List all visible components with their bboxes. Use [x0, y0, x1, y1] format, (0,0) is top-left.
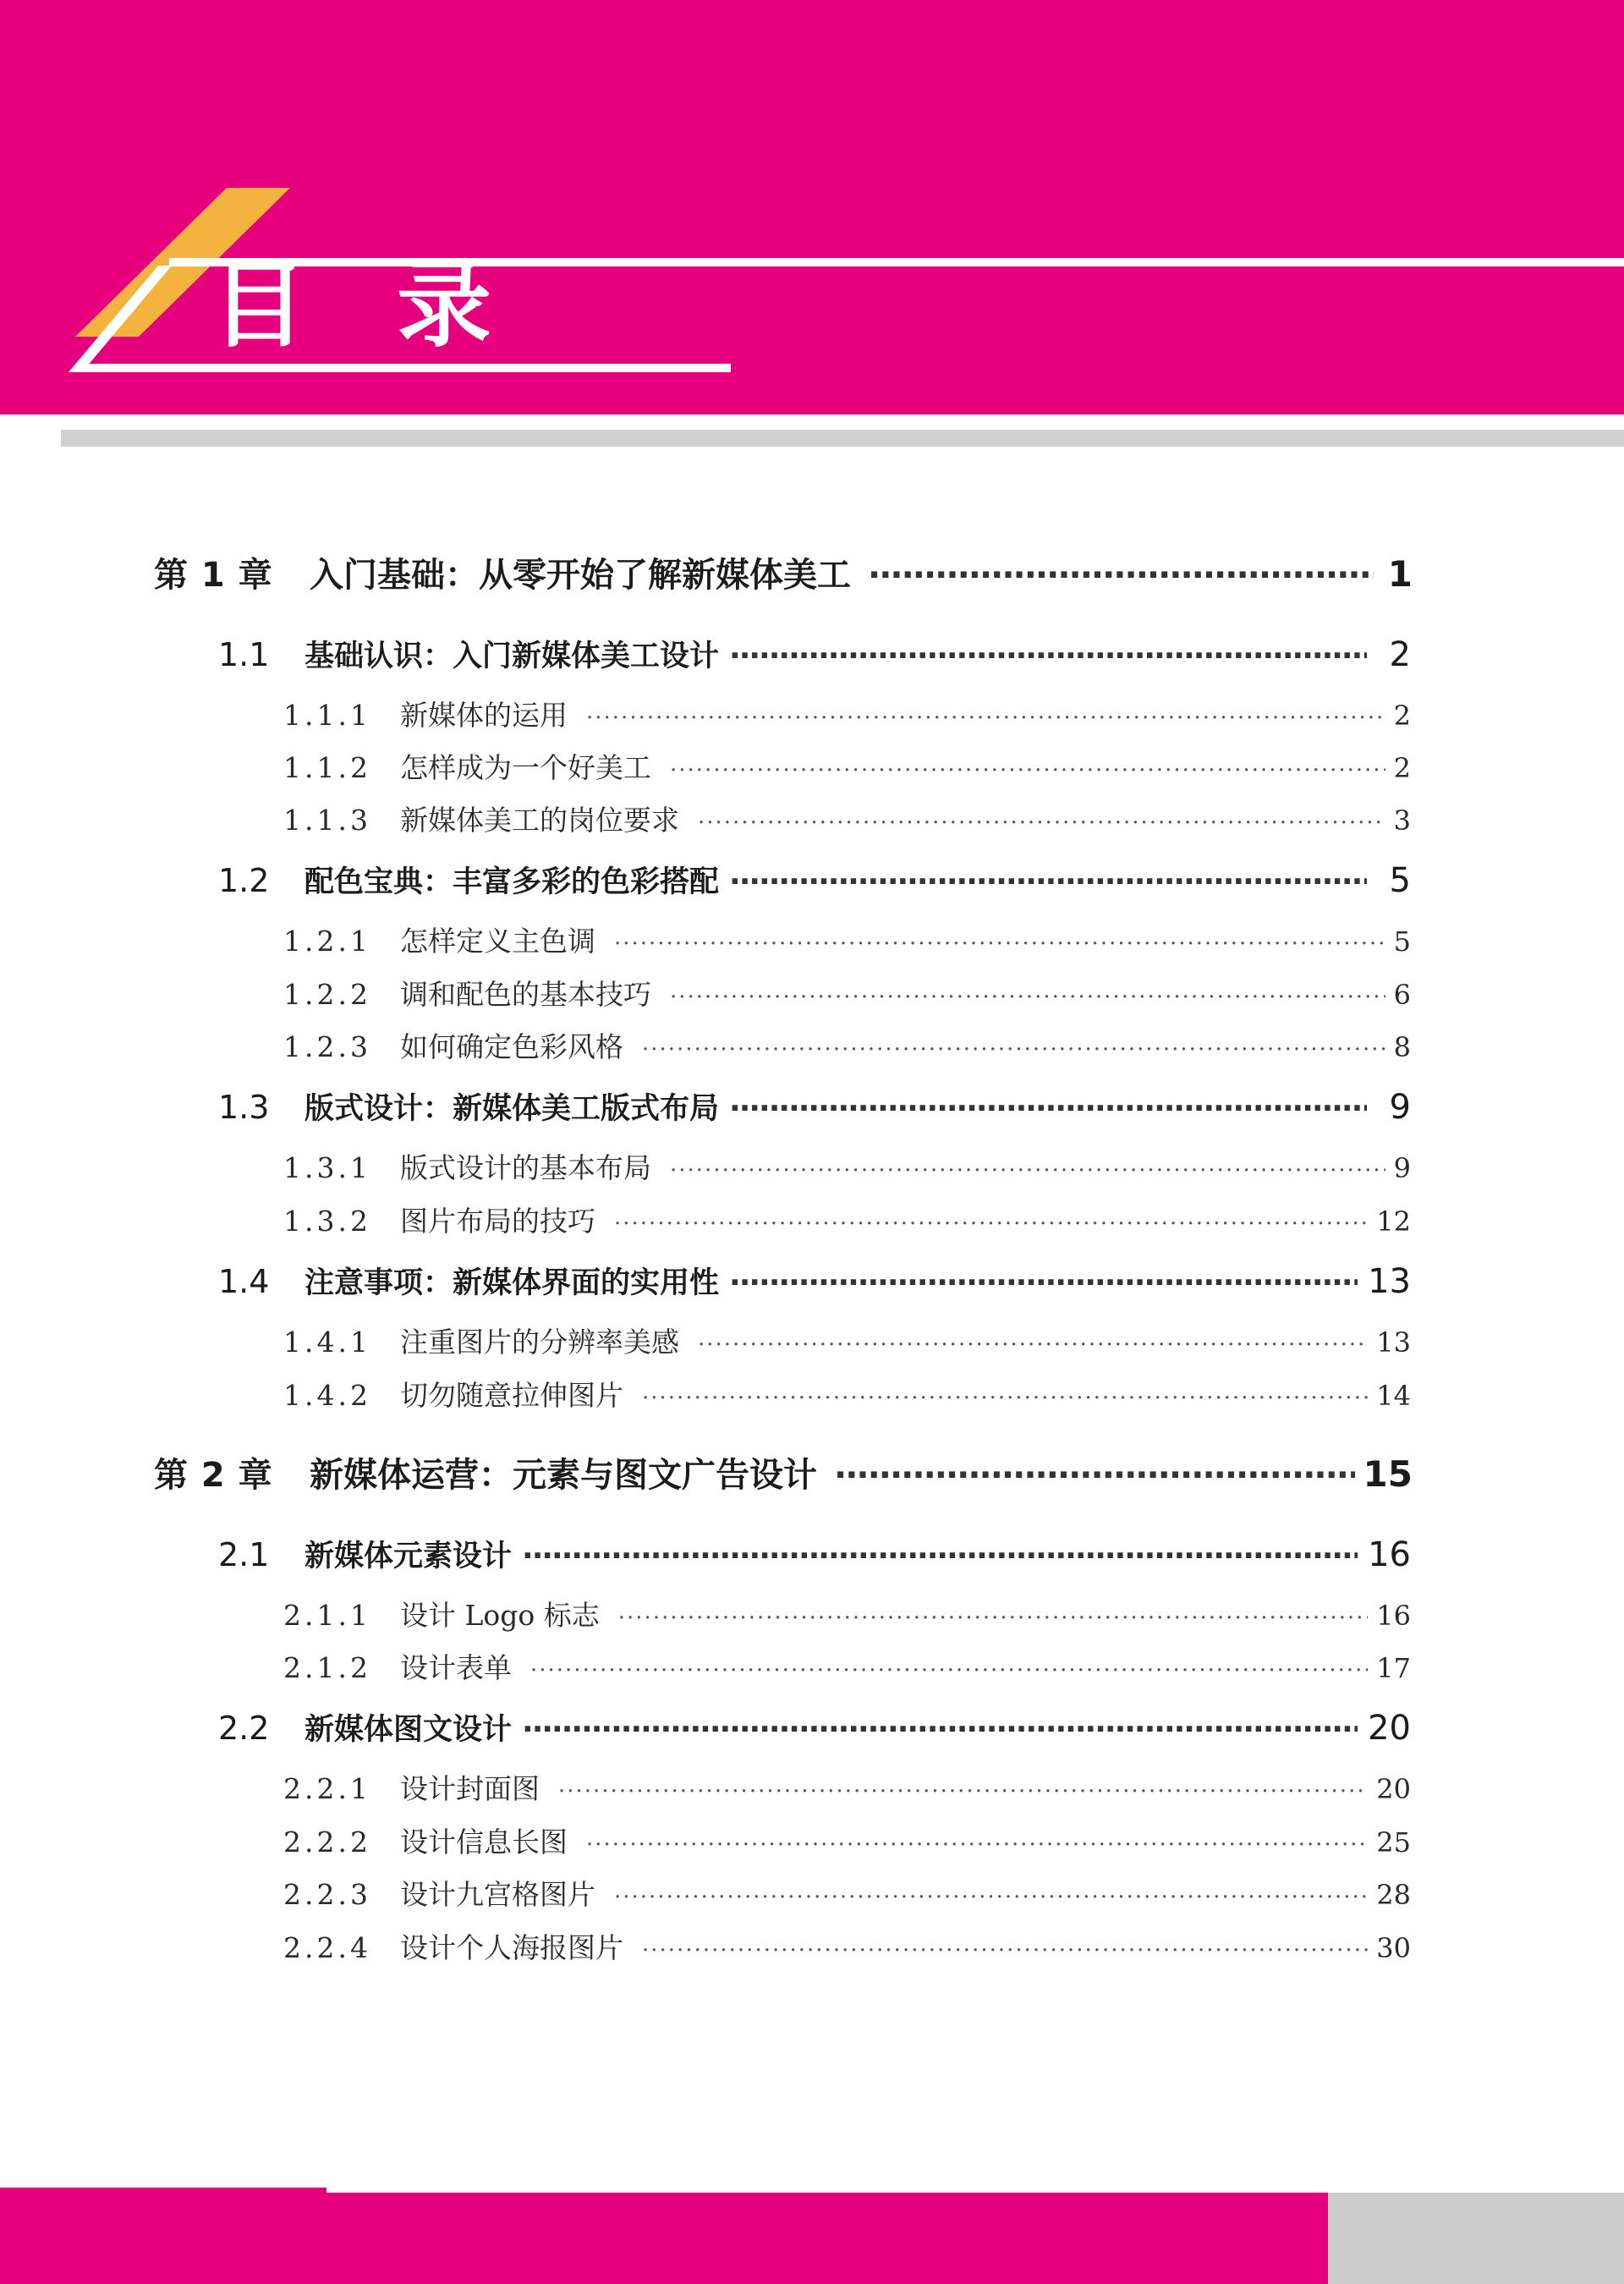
- toc-sub[interactable]: [283, 1767, 1411, 1809]
- toc-title: 设计个人海报图片: [400, 1931, 623, 1964]
- toc-section[interactable]: [218, 859, 1411, 904]
- toc-page-number: 9: [1389, 1088, 1411, 1127]
- toc-number: 2.2.3: [283, 1878, 371, 1911]
- toc-leader-dots: [698, 1332, 1368, 1358]
- toc-leader-dots: [614, 1211, 1368, 1237]
- toc-page-number: 30: [1376, 1932, 1411, 1964]
- toc-title: 入门基础：从零开始了解新媒体美工: [310, 556, 851, 595]
- toc-leader-dots: [729, 1266, 1358, 1300]
- toc-leader-dots: [558, 1779, 1368, 1804]
- toc-sub[interactable]: [283, 1025, 1411, 1068]
- toc-sub[interactable]: [283, 973, 1411, 1015]
- toc-number: 第 2 章: [154, 1456, 273, 1495]
- toc-number: 1.2: [218, 862, 270, 899]
- toc-leader-dots: [522, 1539, 1358, 1573]
- toc-section[interactable]: [218, 1085, 1411, 1131]
- toc-title: 新媒体的运用: [400, 699, 568, 732]
- toc-page-number: 12: [1376, 1205, 1411, 1238]
- toc-title: 新媒体美工的岗位要求: [400, 804, 679, 837]
- toc-sub[interactable]: [283, 746, 1411, 788]
- toc-title: 设计九宫格图片: [400, 1878, 595, 1911]
- toc-page-number: 13: [1376, 1326, 1411, 1359]
- toc-sub[interactable]: [283, 1820, 1411, 1863]
- toc-page-number: 25: [1376, 1826, 1411, 1858]
- toc-number: 1.3.1: [283, 1151, 371, 1184]
- footer-accent-bar: [0, 2193, 1328, 2284]
- toc-leader-dots: [868, 556, 1374, 595]
- toc-page-number: 5: [1389, 861, 1411, 900]
- toc-number: 2.2.4: [283, 1931, 371, 1964]
- toc-number: 1.1.2: [283, 751, 371, 784]
- toc-section[interactable]: [218, 1706, 1411, 1752]
- footer-gray-block: [1328, 2193, 1624, 2284]
- toc-page-number: 20: [1368, 1709, 1411, 1748]
- toc-page-number: 6: [1393, 979, 1411, 1011]
- toc-page-number: 20: [1376, 1773, 1411, 1805]
- toc-title: 配色宝典：丰富多彩的色彩搭配: [304, 865, 720, 899]
- toc-page-number: 2: [1393, 752, 1411, 784]
- toc-page-number: 5: [1393, 925, 1411, 958]
- toc-number: 1.4: [218, 1263, 270, 1300]
- toc-page-number: 16: [1368, 1535, 1411, 1574]
- toc-title: 设计信息长图: [400, 1826, 568, 1858]
- toc-page-number: 3: [1393, 804, 1411, 837]
- toc-page-number: 17: [1376, 1652, 1411, 1684]
- toc-title: 注意事项：新媒体界面的实用性: [304, 1266, 720, 1300]
- toc-title: 设计封面图: [400, 1772, 540, 1805]
- toc-number: 1.3: [218, 1089, 270, 1126]
- toc-title: 基础认识：入门新媒体美工设计: [304, 640, 720, 673]
- toc-leader-dots: [614, 931, 1385, 957]
- toc-leader-dots: [530, 1658, 1368, 1683]
- toc-number: 1.3.2: [283, 1205, 371, 1238]
- toc-sub[interactable]: [283, 1926, 1411, 1968]
- toc-title: 版式设计：新媒体美工版式布局: [304, 1092, 720, 1126]
- toc-leader-dots: [618, 1606, 1369, 1631]
- toc-section[interactable]: [218, 633, 1411, 678]
- toc-title: 调和配色的基本技巧: [400, 978, 651, 1011]
- toc-sub[interactable]: [283, 799, 1411, 841]
- toc-page-number: 8: [1393, 1031, 1411, 1063]
- toc-title: 图片布局的技巧: [400, 1205, 595, 1238]
- toc-page-number: 15: [1363, 1453, 1413, 1495]
- toc-title: 注重图片的分辨率美感: [400, 1326, 679, 1359]
- toc-sub[interactable]: [283, 694, 1411, 736]
- toc-leader-dots: [729, 865, 1367, 899]
- toc-sub[interactable]: [283, 1374, 1411, 1416]
- toc-title: 怎样定义主色调: [400, 925, 595, 958]
- toc-section[interactable]: [218, 1260, 1411, 1305]
- toc-leader-dots: [642, 1037, 1385, 1062]
- toc-number: 2.2: [218, 1710, 270, 1747]
- toc-sub[interactable]: [283, 920, 1411, 962]
- toc-chapter[interactable]: [154, 548, 1413, 599]
- toc-title: 新媒体运营：元素与图文广告设计: [310, 1456, 817, 1495]
- toc-leader-dots: [614, 1885, 1368, 1910]
- toc-leader-dots: [586, 706, 1385, 731]
- toc-number: 1.2.2: [283, 978, 371, 1011]
- toc-page-number: 9: [1393, 1152, 1411, 1184]
- toc-sub[interactable]: [283, 1146, 1411, 1189]
- toc-leader-dots: [642, 1386, 1368, 1411]
- toc-sub[interactable]: [283, 1873, 1411, 1915]
- toc-number: 1.1: [218, 636, 270, 673]
- toc-title: 设计表单: [400, 1651, 512, 1684]
- toc-page-number: 2: [1389, 635, 1411, 674]
- toc-number: 1.1.1: [283, 699, 371, 732]
- toc-title: 新媒体元素设计: [304, 1540, 513, 1573]
- toc-number: 1.4.2: [283, 1379, 371, 1412]
- toc-title: 新媒体图文设计: [304, 1713, 513, 1747]
- toc-chapter[interactable]: [154, 1448, 1413, 1499]
- toc-number: 2.1: [218, 1536, 270, 1573]
- toc-number: 1.1.3: [283, 804, 371, 837]
- toc-number: 2.1.1: [283, 1599, 371, 1632]
- toc-title: 如何确定色彩风格: [400, 1030, 623, 1063]
- toc-title: 怎样成为一个好美工: [400, 751, 651, 784]
- toc-title: 版式设计的基本布局: [400, 1151, 651, 1184]
- toc-leader-dots: [670, 985, 1385, 1010]
- toc-sub[interactable]: [283, 1594, 1411, 1636]
- toc-title: 设计 Logo 标志: [400, 1599, 600, 1632]
- toc-number: 1.2.3: [283, 1030, 371, 1063]
- toc-leader-dots: [642, 1938, 1368, 1963]
- toc-section[interactable]: [218, 1533, 1411, 1578]
- toc-page-number: 16: [1376, 1600, 1411, 1632]
- toc-leader-dots: [670, 1158, 1385, 1183]
- toc-leader-dots: [729, 639, 1367, 673]
- toc-leader-dots: [834, 1456, 1355, 1495]
- toc-page-number: 13: [1368, 1262, 1411, 1301]
- page-title: 目 录: [211, 250, 520, 360]
- toc-sub[interactable]: [283, 1646, 1411, 1688]
- toc-number: 第 1 章: [154, 556, 273, 595]
- toc-number: 1.2.1: [283, 925, 371, 958]
- toc-number: 2.2.1: [283, 1772, 371, 1805]
- toc-page-number: 28: [1376, 1879, 1411, 1911]
- toc-leader-dots: [522, 1712, 1358, 1747]
- toc-sub[interactable]: [283, 1320, 1411, 1363]
- toc-number: 2.2.2: [283, 1826, 371, 1858]
- toc-page-number: 2: [1393, 700, 1411, 732]
- toc-title: 切勿随意拉伸图片: [400, 1379, 623, 1412]
- toc-leader-dots: [586, 1832, 1368, 1858]
- toc-page-number: 14: [1376, 1380, 1411, 1412]
- toc-number: 1.4.1: [283, 1326, 371, 1359]
- toc-leader-dots: [698, 810, 1385, 836]
- toc-leader-dots: [670, 758, 1385, 783]
- toc-page-number: 1: [1387, 553, 1413, 595]
- toc-number: 2.1.2: [283, 1651, 371, 1684]
- toc-sub[interactable]: [283, 1200, 1411, 1242]
- toc-leader-dots: [729, 1091, 1367, 1126]
